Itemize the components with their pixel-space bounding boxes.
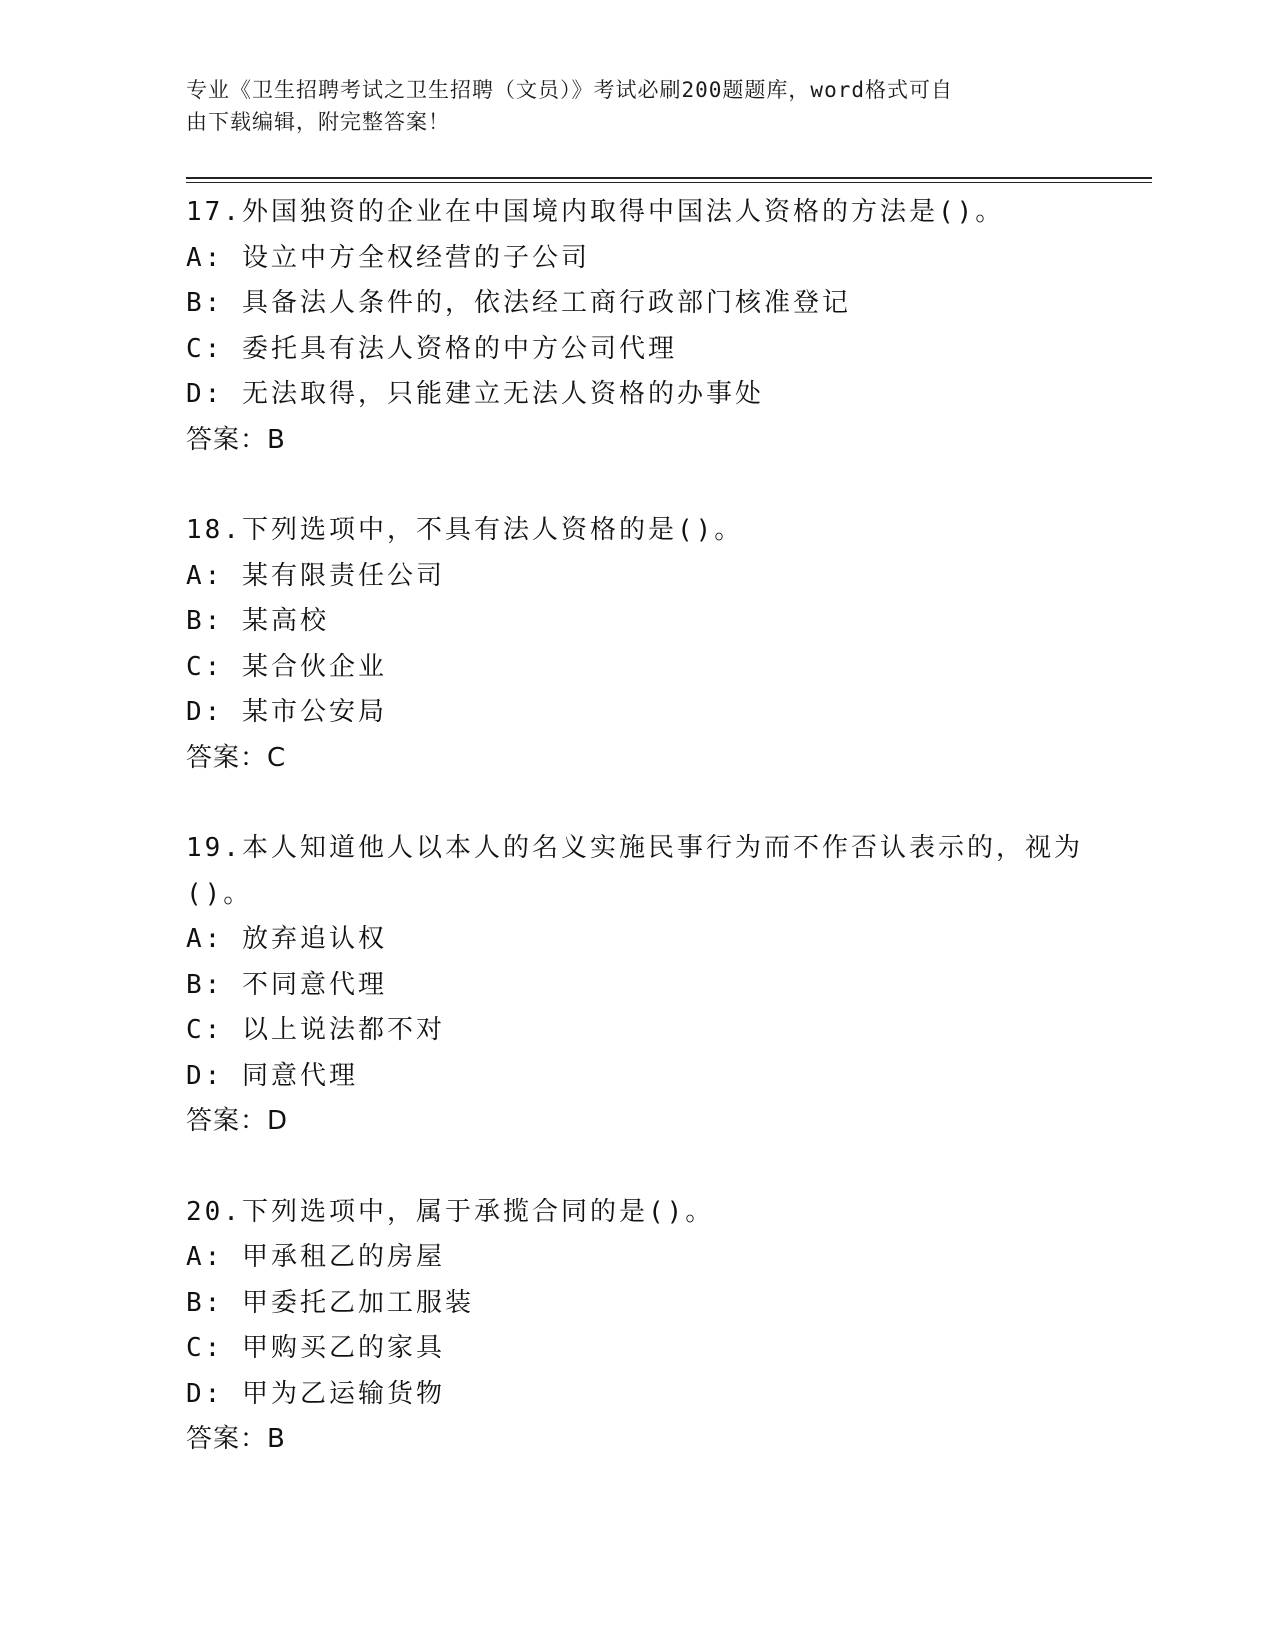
question-stem: 20.下列选项中，属于承揽合同的是()。 — [186, 1196, 715, 1227]
document-header — [186, 74, 1066, 138]
question-stem-continued: ()。 — [186, 878, 253, 909]
option-b: B: 甲委托乙加工服装 — [186, 1287, 474, 1318]
option-a: A: 放弃追认权 — [186, 924, 387, 954]
option-a: A: 设立中方全权经营的子公司 — [186, 242, 590, 273]
option-c: C: 委托具有法人资格的中方公司代理 — [186, 333, 677, 364]
answer-label: 答案：B — [186, 424, 286, 455]
option-c: C: 某合伙企业 — [186, 651, 387, 682]
option-c: C: 以上说法都不对 — [186, 1015, 445, 1045]
question-17 — [186, 190, 1086, 463]
question-19 — [186, 826, 1086, 1145]
option-d: D: 无法取得，只能建立无法人资格的办事处 — [186, 379, 764, 409]
option-d: D: 某市公安局 — [186, 697, 387, 727]
option-d: D: 甲为乙运输货物 — [186, 1378, 445, 1409]
question-list — [186, 190, 1086, 1463]
option-b: B: 具备法人条件的，依法经工商行政部门核准登记 — [186, 288, 851, 318]
answer-label: 答案：C — [186, 742, 287, 773]
header-divider-thick — [186, 177, 1152, 179]
option-b: B: 不同意代理 — [186, 969, 387, 1000]
question-stem: 19.本人知道他人以本人的名义实施民事行为而不作否认表示的，视为 — [186, 833, 1083, 863]
header-divider-thin — [186, 182, 1152, 183]
question-stem: 17.外国独资的企业在中国境内取得中国法人资格的方法是()。 — [186, 197, 1005, 227]
option-b: B: 某高校 — [186, 606, 329, 636]
question-stem: 18.下列选项中，不具有法人资格的是()。 — [186, 515, 744, 545]
option-a: A: 甲承租乙的房屋 — [186, 1242, 445, 1272]
answer-label: 答案：D — [186, 1106, 289, 1136]
answer-label: 答案：B — [186, 1424, 286, 1454]
question-20 — [186, 1190, 1086, 1463]
option-d: D: 同意代理 — [186, 1060, 358, 1091]
option-a: A: 某有限责任公司 — [186, 560, 445, 591]
question-18 — [186, 508, 1086, 781]
header-line-1: 专业《卫生招聘考试之卫生招聘（文员）》考试必刷200题题库，word格式可自 — [186, 78, 953, 102]
option-c: C: 甲购买乙的家具 — [186, 1333, 445, 1363]
header-line-2: 由下载编辑，附完整答案！ — [186, 110, 450, 134]
